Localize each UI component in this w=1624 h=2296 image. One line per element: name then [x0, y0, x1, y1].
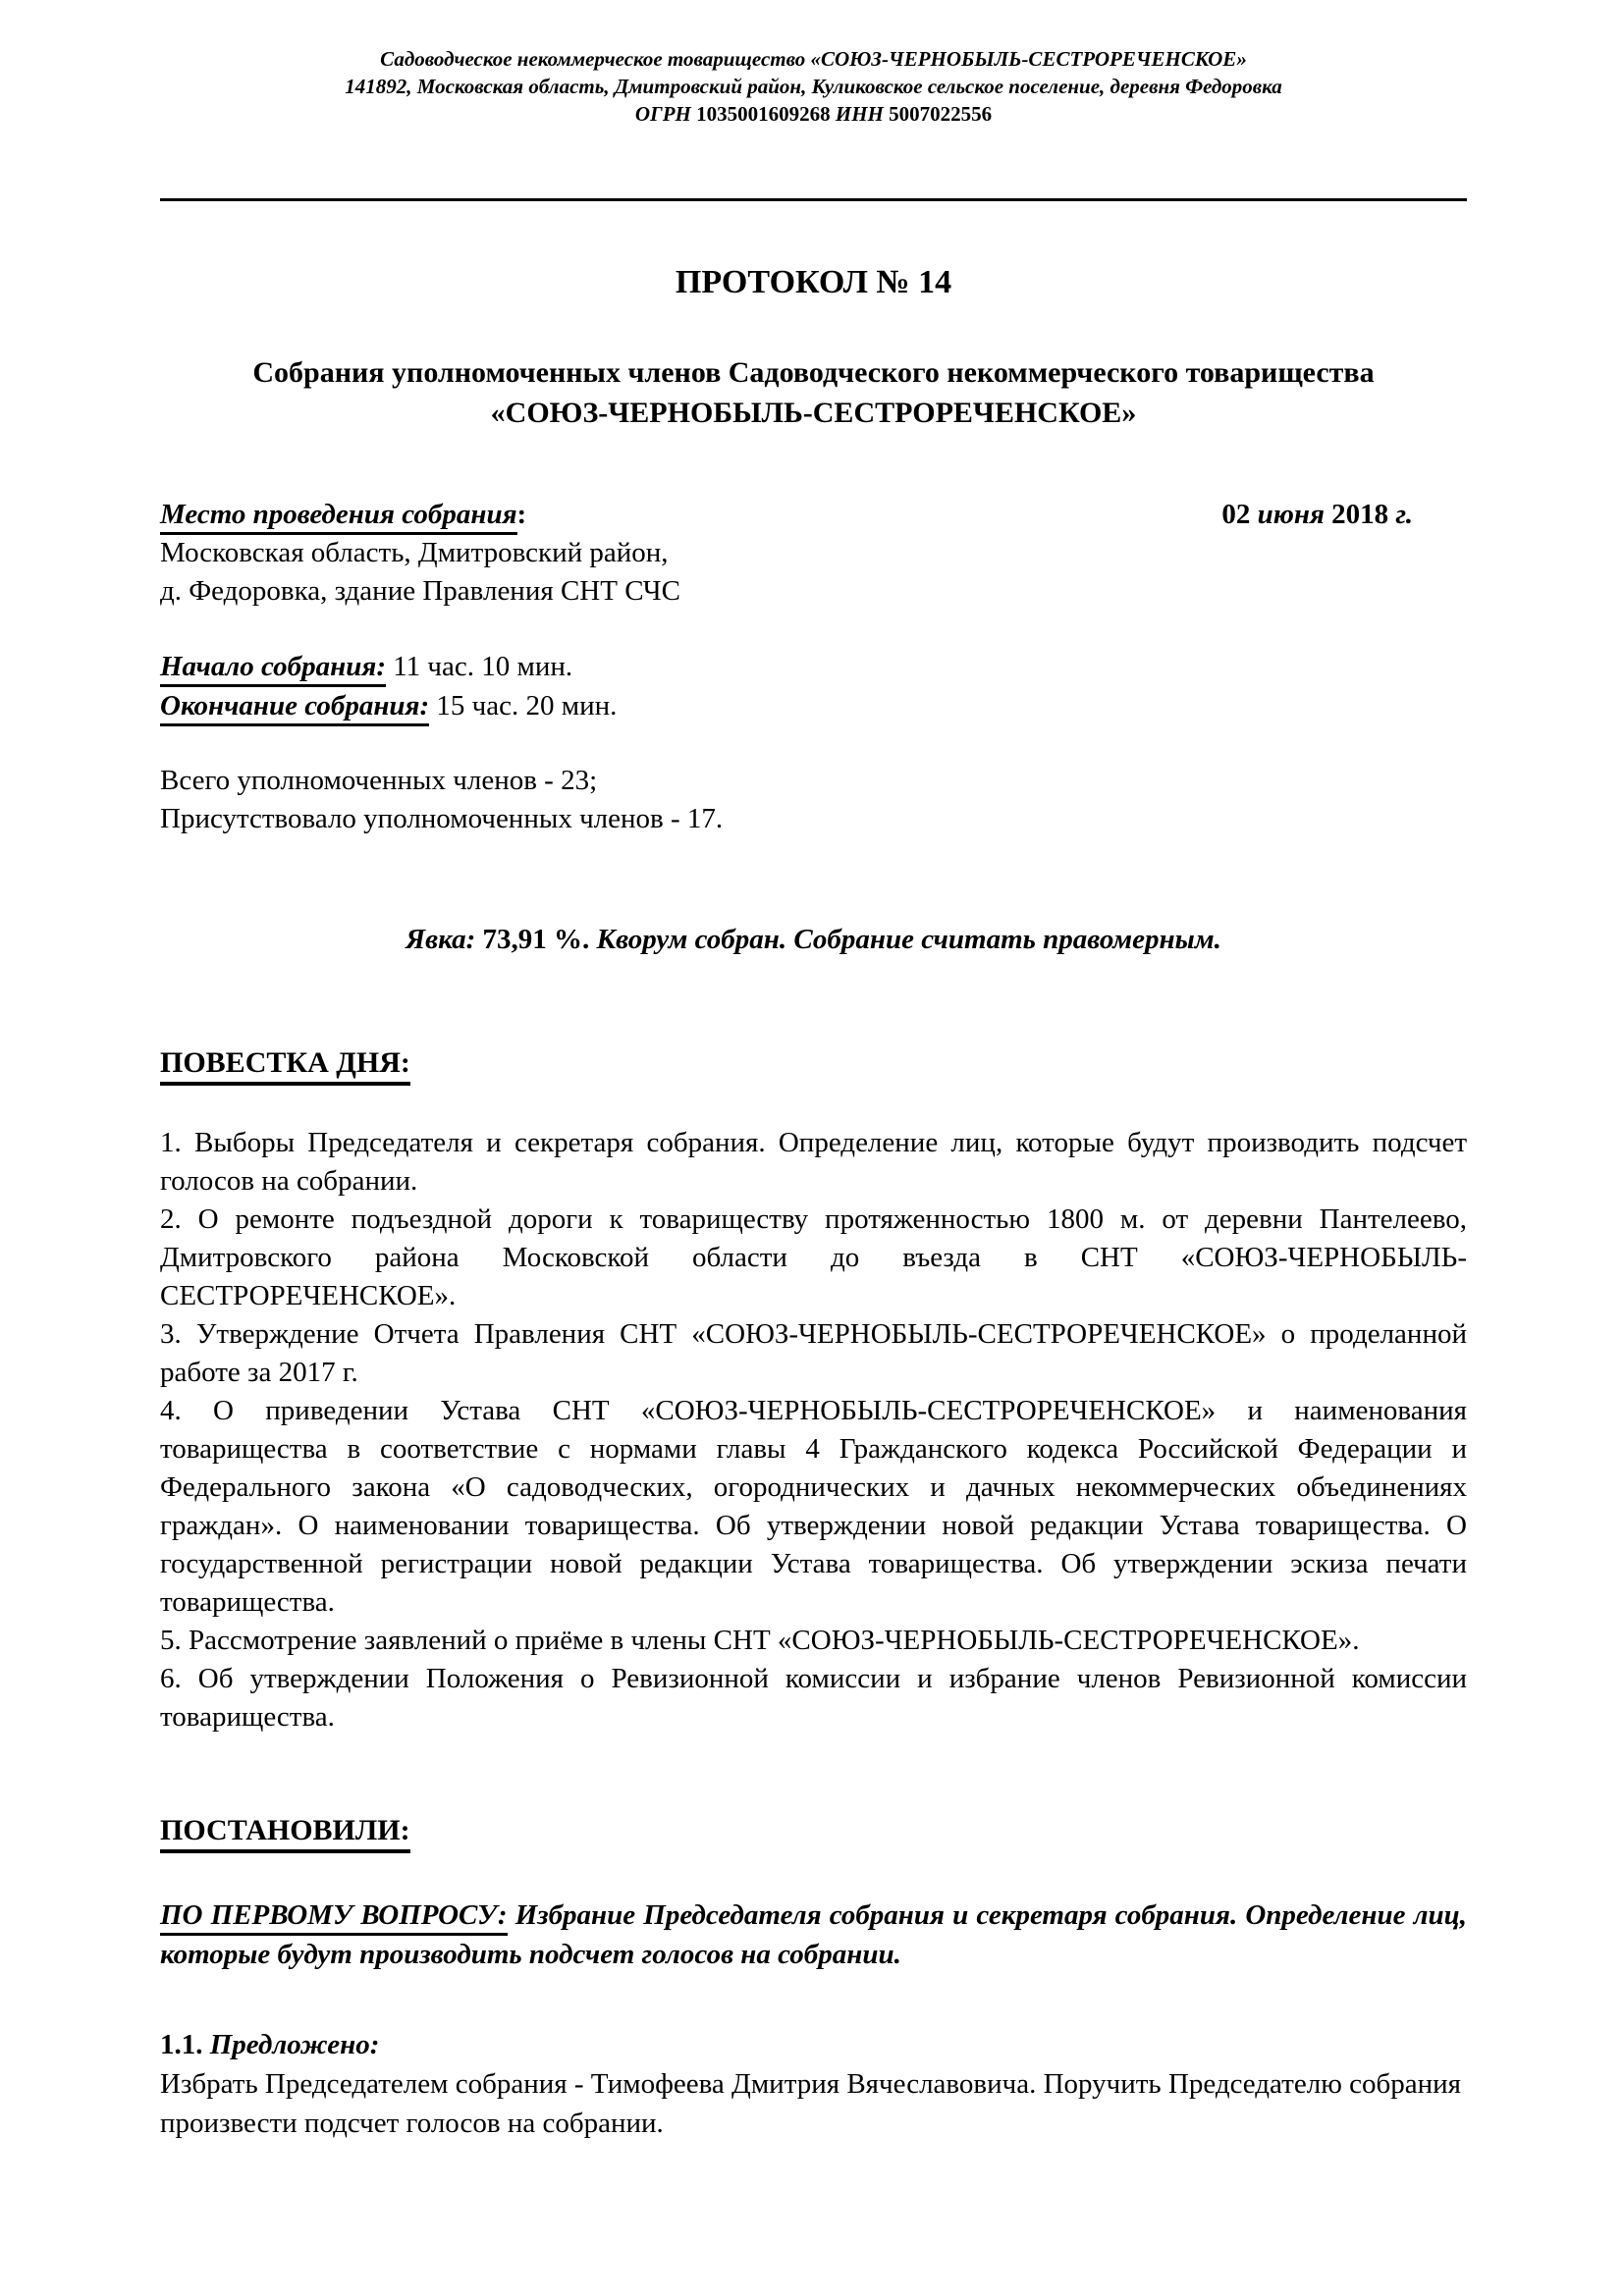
doc-subtitle: [160, 352, 1467, 433]
inn-label: ИНН: [835, 102, 884, 126]
agenda-heading-text: ПОВЕСТКА ДНЯ:: [160, 1046, 410, 1086]
date-era: г.: [1395, 499, 1413, 530]
proposal-text: Избрать Председателем собрания - Тимофеева Дмитрия Вячеславовича. Поручить Председателю собрания произвести подсчет голосов на собрании.: [160, 2068, 1461, 2139]
agenda-item: 2. О ремонте подъездной дороги к товариществу протяженностью 1800 м. от деревни Пантелеево, Дмитровского района Московской области до въезда в СНТ «СОЮЗ-ЧЕРНОБЫЛЬ-СЕСТРОРЕЧЕНСКОЕ».: [160, 1203, 1467, 1311]
date-month: июня: [1257, 499, 1325, 530]
total-members-line: Всего уполномоченных членов - 23;: [160, 765, 598, 796]
first-question-paragraph: [160, 1896, 1467, 1974]
agenda-section: [160, 1043, 1467, 1083]
first-question-label: ПО ПЕРВОМУ ВОПРОСУ:: [160, 1899, 508, 1936]
meeting-end-value: 15 час. 20 мин.: [436, 690, 618, 721]
date-day: 02: [1221, 499, 1251, 530]
agenda-item: 4. О приведении Устава СНТ «СОЮЗ-ЧЕРНОБЫЛЬ-СЕСТРОРЕЧЕНСКОЕ» и наименования товарищества в соответствие с нормами главы 4 Гражданского кодекса Российской Федерации и Федерального закона «О садоводческих, огороднических и дачных некоммерческих объединениях граждан». О наименовании товарищества. Об утверждении новой редакции Устава товарищества. О государственной регистрации новой редакции Устава товарищества. Об утверждении эскиза печати товарищества.: [160, 1395, 1467, 1618]
proposal-label: Предложено:: [209, 2029, 380, 2060]
meeting-date: [1221, 496, 1467, 534]
member-counts: [160, 762, 1467, 838]
org-header: [160, 45, 1467, 128]
present-members-line: Присутствовало уполномоченных членов - 17.: [160, 803, 724, 834]
date-year: 2018: [1331, 499, 1389, 530]
doc-title: ПРОТОКОЛ № 14: [675, 264, 952, 300]
agenda-item: 1. Выборы Председателя и секретаря собрания. Определение лиц, которые будут производить подсчет голосов на собрании.: [160, 1127, 1467, 1197]
meeting-start-row: [160, 647, 1467, 686]
agenda-item: 5. Рассмотрение заявлений о приёме в члены СНТ «СОЮЗ-ЧЕРНОБЫЛЬ-СЕСТРОРЕЧЕНСКОЕ».: [160, 1625, 1360, 1656]
resolutions-heading: [160, 1811, 1467, 1850]
agenda-item: 3. Утверждение Отчета Правления СНТ «СОЮЗ-ЧЕРНОБЫЛЬ-СЕСТРОРЕЧЕНСКОЕ» о проделанной работе за 2017 г.: [160, 1318, 1467, 1388]
first-question-title: Избрание Председателя собрания и секретаря собрания. Определение лиц, которые будут производить подсчет голосов на собрании.: [160, 1899, 1468, 1970]
quorum-text: Кворум собран. Собрание считать правомерным.: [596, 924, 1221, 955]
proposal-heading: [160, 2025, 1467, 2064]
meeting-place-label: Место проведения собрания: [160, 499, 517, 535]
proposal-number: 1.1.: [160, 2029, 203, 2060]
quorum-value: 73,91 %.: [482, 924, 590, 955]
ogrn-value: 1035001609268: [696, 102, 831, 126]
meeting-end-label: Окончание собрания:: [160, 690, 429, 726]
doc-subtitle-line2: «СОЮЗ-ЧЕРНОБЫЛЬ-СЕСТРОРЕЧЕНСКОЕ»: [490, 397, 1137, 429]
resolutions-section: [160, 1811, 1467, 1850]
org-registration-line: [160, 100, 1467, 128]
org-address-line: 141892, Московская область, Дмитровский район, Куликовское сельское поселение, деревня Федоровка: [345, 75, 1282, 98]
meeting-place-row: [160, 496, 1467, 534]
meeting-times: [160, 647, 1467, 725]
meeting-start-value: 11 час. 10 мин.: [393, 651, 573, 682]
doc-subtitle-line1: Собрания уполномоченных членов Садоводческого некоммерческого товарищества: [252, 356, 1375, 389]
ogrn-label: ОГРН: [634, 102, 691, 126]
meeting-place-colon: :: [516, 499, 527, 530]
agenda-item: 6. Об утверждении Положения о Ревизионной комиссии и избрание членов Ревизионной комиссии товарищества.: [160, 1663, 1467, 1733]
meeting-end-row: [160, 686, 1467, 725]
header-divider: [160, 198, 1467, 201]
inn-value: 5007022556: [889, 102, 993, 126]
meeting-place-line1: Московская область, Дмитровский район,: [160, 537, 669, 568]
meeting-place-line2: д. Федоровка, здание Правления СНТ СЧС: [160, 575, 681, 607]
meeting-place-label-wrap: [160, 496, 526, 534]
meeting-start-label: Начало собрания:: [160, 651, 386, 687]
resolutions-heading-text: ПОСТАНОВИЛИ:: [160, 1814, 410, 1853]
quorum-line: [160, 921, 1467, 959]
quorum-label: Явка:: [406, 924, 476, 955]
meeting-meta: [160, 496, 1467, 959]
org-name-line: Садоводческое некоммерческое товарищество «СОЮЗ-ЧЕРНОБЫЛЬ-СЕСТРОРЕЧЕНСКОЕ»: [380, 47, 1247, 71]
agenda-heading: [160, 1043, 1467, 1083]
agenda-items: [160, 1124, 1467, 1736]
